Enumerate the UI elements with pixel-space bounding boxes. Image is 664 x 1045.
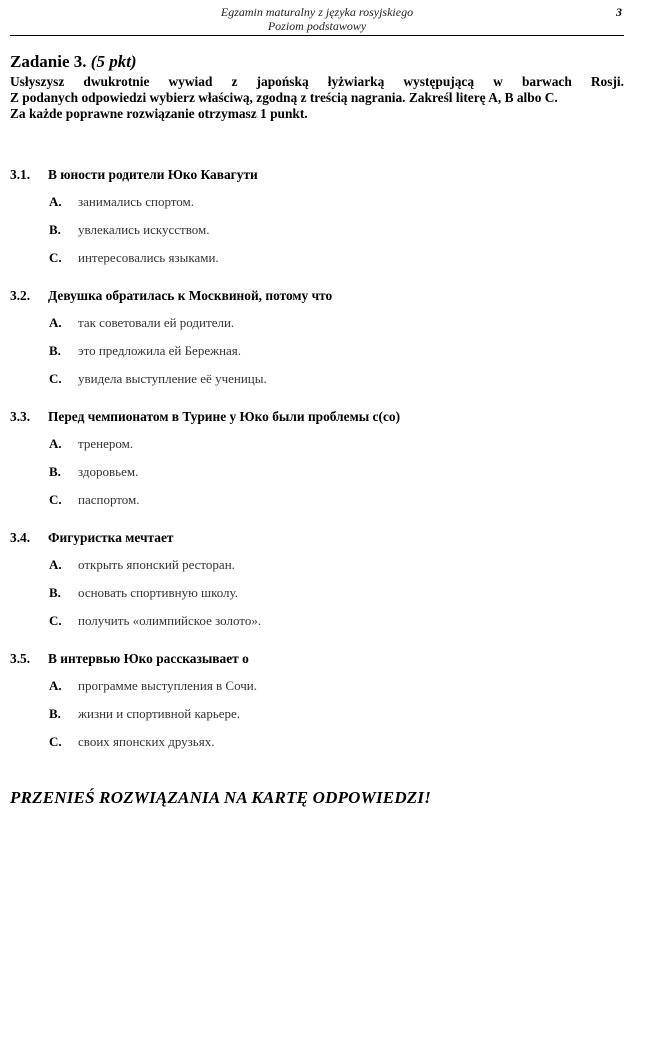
- option-text: это предложила ей Бережная.: [78, 343, 242, 358]
- task-instructions: [10, 74, 624, 122]
- task-title: [10, 52, 137, 72]
- question-text: Девушка обратилась к Москвиной, потому что: [48, 288, 333, 303]
- option-c[interactable]: [49, 250, 219, 266]
- option-b[interactable]: [49, 222, 209, 238]
- task-title-label: Zadanie 3.: [10, 52, 87, 71]
- option-c[interactable]: [49, 613, 261, 629]
- question-text: В интервью Юко рассказывает о: [48, 651, 249, 666]
- option-a[interactable]: [49, 315, 234, 331]
- option-letter: A.: [49, 557, 62, 572]
- option-a[interactable]: [49, 194, 194, 210]
- question-text: Фигуристка мечтает: [48, 530, 174, 545]
- option-letter: B.: [49, 343, 61, 358]
- task-points: (5 pkt): [90, 52, 137, 71]
- question-number: 3.3.: [10, 409, 31, 424]
- option-letter: B.: [49, 222, 61, 237]
- option-letter: A.: [49, 315, 62, 330]
- instruction-line-2: Z podanych odpowiedzi wybierz właściwą, zgodną z treścią nagrania. Zakreśl literę A, B albo C.: [10, 90, 558, 105]
- option-text: своих японских друзьях.: [78, 734, 215, 749]
- option-letter: A.: [49, 678, 62, 693]
- page-number: 3: [616, 5, 622, 19]
- option-a[interactable]: [49, 557, 235, 573]
- option-text: основать спортивную школу.: [78, 585, 238, 600]
- option-text: так советовали ей родители.: [78, 315, 235, 330]
- option-letter: C.: [49, 492, 62, 507]
- question-number: 3.1.: [10, 167, 31, 182]
- question-stem: [10, 167, 258, 183]
- option-text: получить «олимпийское золото».: [78, 613, 262, 628]
- question-stem: [10, 651, 249, 667]
- option-text: тренером.: [78, 436, 134, 451]
- question-number: 3.5.: [10, 651, 31, 666]
- option-letter: A.: [49, 436, 62, 451]
- page-header: [10, 5, 624, 36]
- option-text: паспортом.: [78, 492, 140, 507]
- option-text: здоровьем.: [78, 464, 139, 479]
- option-a[interactable]: [49, 436, 133, 452]
- question-number: 3.4.: [10, 530, 31, 545]
- option-text: занимались спортом.: [78, 194, 195, 209]
- option-text: увидела выступление её ученицы.: [78, 371, 267, 386]
- option-text: открыть японский ресторан.: [78, 557, 235, 572]
- option-c[interactable]: [49, 371, 267, 387]
- question-number: 3.2.: [10, 288, 31, 303]
- option-b[interactable]: [49, 343, 241, 359]
- question-text: Перед чемпионатом в Турине у Юко были проблемы с(со): [48, 409, 401, 424]
- option-a[interactable]: [49, 678, 257, 694]
- option-text: программе выступления в Сочи.: [78, 678, 258, 693]
- option-c[interactable]: [49, 492, 140, 508]
- option-letter: C.: [49, 734, 62, 749]
- option-letter: C.: [49, 613, 62, 628]
- transfer-answers-note: PRZENIEŚ ROZWIĄZANIA NA KARTĘ ODPOWIEDZI!: [10, 788, 432, 807]
- instruction-line-3: Za każde poprawne rozwiązanie otrzymasz 1 punkt.: [10, 106, 308, 121]
- option-b[interactable]: [49, 585, 238, 601]
- option-letter: B.: [49, 706, 61, 721]
- option-text: жизни и спортивной карьере.: [78, 706, 241, 721]
- option-letter: B.: [49, 585, 61, 600]
- exam-level: Poziom podstawowy: [267, 19, 367, 33]
- option-letter: C.: [49, 371, 62, 386]
- option-letter: C.: [49, 250, 62, 265]
- question-stem: [10, 530, 173, 546]
- question-text: В юности родители Юко Кавагути: [48, 167, 258, 182]
- option-text: интересовались языками.: [78, 250, 219, 265]
- exam-title: Egzamin maturalny z języka rosyjskiego: [220, 5, 414, 19]
- option-letter: A.: [49, 194, 62, 209]
- option-b[interactable]: [49, 464, 138, 480]
- question-stem: [10, 409, 400, 425]
- instruction-line-1: Usłyszysz dwukrotnie wywiad z japońską łyżwiarką występującą w barwach Rosji.: [10, 74, 624, 89]
- question-stem: [10, 288, 332, 304]
- option-c[interactable]: [49, 734, 214, 750]
- option-letter: B.: [49, 464, 61, 479]
- option-b[interactable]: [49, 706, 240, 722]
- option-text: увлекались искусством.: [78, 222, 210, 237]
